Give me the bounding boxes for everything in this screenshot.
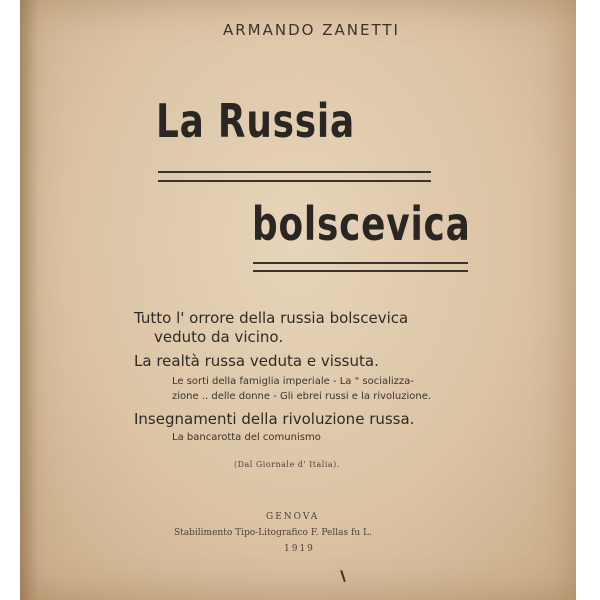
title-page xyxy=(20,0,576,600)
author-name: ARMANDO ZANETTI xyxy=(223,21,400,39)
publisher-printer: Stabilimento Tipo-Litografico F. Pellas fu L. xyxy=(174,528,372,538)
section-1-heading-line-2: veduto da vicino. xyxy=(154,328,284,346)
section-2-detail-line-2: zione .. delle donne - Gli ebrei russi e la rivoluzione. xyxy=(172,391,432,402)
section-3-heading: Insegnamenti della rivoluzione russa. xyxy=(134,410,415,428)
publication-year: 1919 xyxy=(284,544,315,554)
title-line-1: La Russia xyxy=(156,94,355,148)
section-2-heading: La realtà russa veduta e vissuta. xyxy=(134,352,379,370)
section-1-heading-line-1: Tutto l' orrore della russia bolscevica xyxy=(134,309,409,327)
source-note: (Dal Giornale d' Italia). xyxy=(234,460,340,469)
section-3-detail: La bancarotta del comunismo xyxy=(172,432,321,443)
section-2-detail-line-1: Le sorti della famiglia imperiale - La " socializza- xyxy=(172,376,414,387)
ink-mark xyxy=(340,570,346,582)
title-line-2: bolscevica xyxy=(252,197,471,251)
title-rule xyxy=(158,171,431,182)
title-rule-2 xyxy=(253,262,468,272)
publisher-city: GENOVA xyxy=(266,512,320,522)
